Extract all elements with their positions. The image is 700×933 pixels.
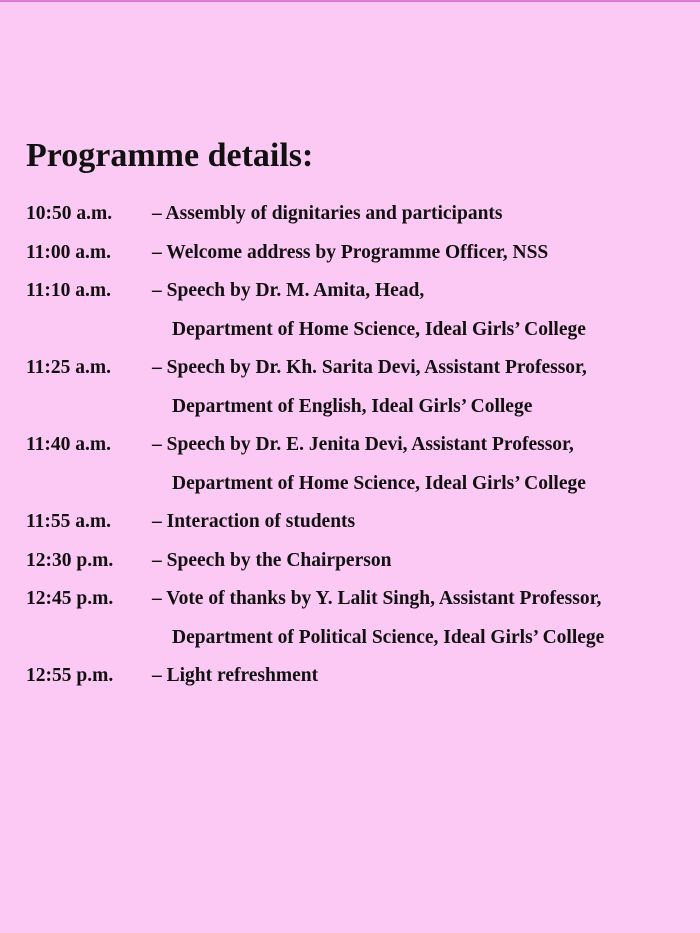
description-line: – Speech by the Chairperson: [152, 549, 392, 571]
schedule-item: [26, 234, 700, 273]
schedule-description: [152, 234, 700, 273]
schedule-time: 10:50 a.m.: [26, 203, 113, 224]
page-title: Programme details:: [26, 137, 314, 174]
programme-schedule: [26, 195, 700, 696]
description-line: – Light refreshment: [152, 665, 319, 686]
description-line: – Interaction of students: [152, 511, 356, 532]
description-line: – Welcome address by Programme Officer, NSS: [152, 241, 549, 263]
description-line: – Speech by Dr. Kh. Sarita Devi, Assistant Professor,: [152, 357, 587, 378]
schedule-time: 11:25 a.m.: [26, 357, 112, 378]
schedule-item: [26, 272, 700, 349]
description-line-continued: Department of Home Science, Ideal Girls’ College: [172, 318, 586, 340]
description-line-continued: Department of Political Science, Ideal Girls’ College: [172, 626, 605, 648]
schedule-item: [26, 542, 700, 581]
schedule-description: [152, 195, 700, 234]
schedule-description: [152, 542, 700, 581]
schedule-description: [152, 426, 700, 503]
schedule-time: 11:00 a.m.: [26, 241, 112, 263]
description-line-continued: Department of Home Science, Ideal Girls’ College: [172, 472, 586, 494]
schedule-description: [152, 657, 700, 696]
description-line: – Speech by Dr. M. Amita, Head,: [152, 280, 425, 301]
schedule-time: 11:55 a.m.: [26, 511, 112, 532]
description-line: – Vote of thanks by Y. Lalit Singh, Assistant Professor,: [152, 588, 602, 609]
top-border: [0, 0, 700, 2]
schedule-description: [152, 580, 700, 657]
schedule-item: [26, 349, 700, 426]
description-line-continued: Department of English, Ideal Girls’ College: [172, 395, 533, 417]
schedule-item: [26, 195, 700, 234]
schedule-item: [26, 580, 700, 657]
description-line: – Speech by Dr. E. Jenita Devi, Assistant Professor,: [152, 434, 574, 455]
schedule-time: 11:40 a.m.: [26, 434, 112, 455]
schedule-description: [152, 349, 700, 426]
description-line: – Assembly of dignitaries and participants: [152, 203, 503, 224]
schedule-description: [152, 272, 700, 349]
schedule-time: 12:30 p.m.: [26, 549, 114, 571]
schedule-time: 12:55 p.m.: [26, 665, 114, 686]
schedule-item: [26, 657, 700, 696]
schedule-time: 12:45 p.m.: [26, 588, 114, 609]
schedule-time: 11:10 a.m.: [26, 280, 112, 301]
schedule-item: [26, 503, 700, 542]
schedule-item: [26, 426, 700, 503]
schedule-description: [152, 503, 700, 542]
